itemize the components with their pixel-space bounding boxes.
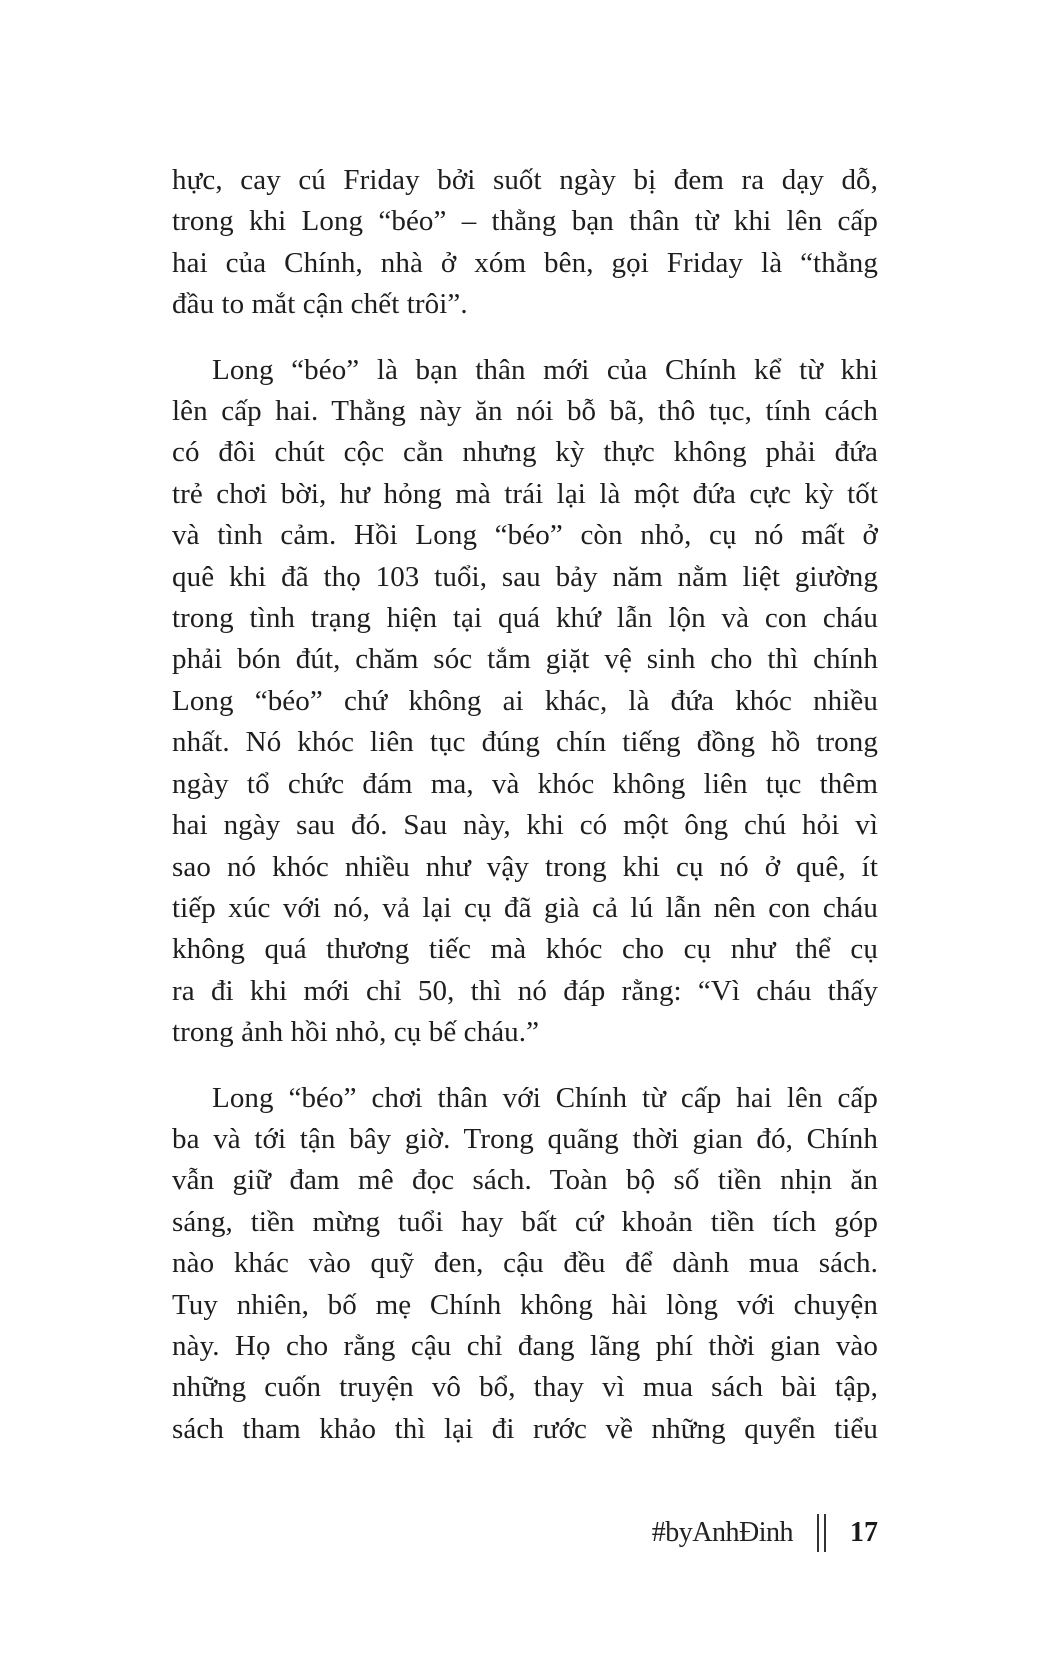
text-line: hai của Chính, nhà ở xóm bên, gọi Friday là “thằng [172,246,878,279]
text-line: trong tình trạng hiện tại quá khứ lẫn lộn và con cháu [172,602,878,635]
text-line: Long “béo” chứ không ai khác, là đứa khóc nhiều [172,684,878,717]
text-line: sao nó khóc nhiều như vậy trong khi cụ nó ở quê, ít [172,850,878,883]
text-line: vẫn giữ đam mê đọc sách. Toàn bộ số tiền nhịn ăn [172,1164,878,1197]
text-line: không quá thương tiếc mà khóc cho cụ như thể cụ [172,933,878,966]
footer-separator [817,1514,826,1552]
text-line: trẻ chơi bời, hư hỏng mà trái lại là một đứa cực kỳ tốt [172,477,878,510]
text-line: nhất. Nó khóc liên tục đúng chín tiếng đồng hồ trong [172,726,878,759]
page-body [172,160,878,1450]
text-line: phải bón đút, chăm sóc tắm giặt vệ sinh cho thì chính [172,643,878,676]
page-footer [652,1513,878,1553]
text-line: tiếp xúc với nó, vả lại cụ đã già cả lú lẫn nên con cháu [172,891,878,924]
text-line: nào khác vào quỹ đen, cậu đều để dành mua sách. [172,1247,878,1280]
paragraph [172,160,878,326]
text-line: và tình cảm. Hồi Long “béo” còn nhỏ, cụ nó mất ở [172,519,878,552]
page-number: 17 [850,1517,878,1548]
paragraph [172,1078,878,1451]
text-line: hực, cay cú Friday bởi suốt ngày bị đem ra dạy dỗ, [172,164,878,196]
text-line: hai ngày sau đó. Sau này, khi có một ông chú hỏi vì [172,809,878,842]
paragraph [172,350,878,1054]
text-line: những cuốn truyện vô bổ, thay vì mua sách bài tập, [172,1371,878,1404]
text-line: lên cấp hai. Thằng này ăn nói bỗ bã, thô tục, tính cách [172,395,878,428]
text-line: có đôi chút cộc cằn nhưng kỳ thực không phải đứa [172,436,878,469]
text-line: Long “béo” là bạn thân mới của Chính kể từ khi [212,353,878,386]
text-line: sách tham khảo thì lại đi rước về những quyển tiểu [172,1412,878,1445]
text-line: đầu to mắt cận chết trôi”. [172,288,468,321]
text-line: ra đi khi mới chỉ 50, thì nó đáp rằng: “Vì cháu thấy [172,974,878,1007]
text-line: quê khi đã thọ 103 tuổi, sau bảy năm nằm liệt giường [172,560,878,593]
text-line: trong khi Long “béo” – thằng bạn thân từ khi lên cấp [172,205,878,238]
text-line: Long “béo” chơi thân với Chính từ cấp hai lên cấp [212,1081,878,1114]
text-line: sáng, tiền mừng tuổi hay bất cứ khoản tiền tích góp [172,1205,878,1238]
text-line: Tuy nhiên, bố mẹ Chính không hài lòng với chuyện [172,1288,878,1321]
text-line: ba và tới tận bây giờ. Trong quãng thời gian đó, Chính [172,1122,878,1155]
text-line: trong ảnh hồi nhỏ, cụ bế cháu.” [172,1016,540,1049]
author-hashtag: #byAnhĐinh [651,1517,793,1548]
text-line: này. Họ cho rằng cậu chỉ đang lãng phí thời gian vào [172,1329,878,1362]
text-line: ngày tổ chức đám ma, và khóc không liên tục thêm [172,767,878,800]
